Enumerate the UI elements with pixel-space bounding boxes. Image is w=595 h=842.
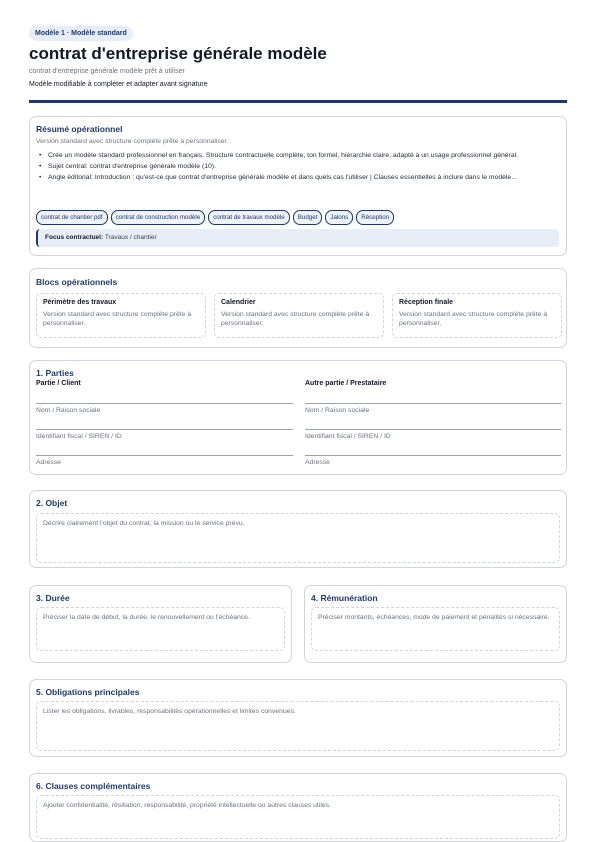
duree-field[interactable]: Préciser la date de début, la durée, le renouvellement ou l'échéance. [36, 607, 285, 651]
remuneration-title: 4. Rémunération [311, 593, 378, 603]
client-id-line[interactable] [36, 429, 293, 430]
provider-id-line[interactable] [305, 429, 561, 430]
client-heading: Partie / Client [36, 380, 81, 387]
summary-bullets [36, 151, 568, 184]
block-desc: Version standard avec structure complète prête à personnaliser. [399, 311, 548, 327]
obligations-card [29, 679, 567, 757]
block-final-reception [392, 293, 562, 338]
page-title: contrat d'entreprise générale modèle [29, 44, 327, 63]
clauses-field[interactable]: Ajouter confidentialité, résiliation, responsabilité, propriété intellectuelle ou autres clauses utiles. [36, 795, 560, 839]
block-calendar [214, 293, 384, 338]
objet-title: 2. Objet [36, 498, 68, 508]
summary-title: Résumé opérationnel [36, 124, 123, 134]
summary-intro: Version standard avec structure complète prête à personnaliser. [36, 138, 229, 145]
summary-bullet: • Crée un modèle standard professionnel en français. Structure contractuelle complète, ton formel, hiérarchie claire, adapté à un usage professionnel général. [48, 151, 568, 160]
tag-pill[interactable]: Réception [356, 210, 394, 225]
focus-callout [36, 229, 559, 247]
tag-pill[interactable]: Budget [293, 210, 323, 225]
blocks-title: Blocs opérationnels [36, 277, 118, 287]
block-desc: Version standard avec structure complète prête à personnaliser. [221, 311, 370, 327]
block-title: Périmètre des travaux [43, 299, 117, 306]
focus-value: Travaux / chantier [104, 234, 157, 241]
block-scope [36, 293, 206, 338]
block-title: Calendrier [221, 299, 256, 306]
clauses-card [29, 773, 567, 842]
tag-pill[interactable]: contrat de chantier pdf [36, 210, 108, 225]
page-tagline: Modèle modifiable à compléter et adapter avant signature [29, 81, 208, 88]
provider-address-label: Adresse [305, 459, 330, 466]
objet-field[interactable]: Décrire clairement l'objet du contrat, la mission ou le service prévu. [36, 513, 560, 563]
client-name-line[interactable] [36, 403, 293, 404]
focus-label: Focus contractuel: [45, 234, 104, 241]
provider-heading: Autre partie / Prestataire [305, 380, 387, 387]
provider-name-line[interactable] [305, 403, 561, 404]
duree-card [29, 585, 292, 663]
block-title: Réception finale [399, 299, 454, 306]
summary-bullet: • Sujet central: contrat d'entreprise générale modèle (10). [48, 162, 568, 171]
remuneration-field[interactable]: Préciser montants, échéances, mode de paiement et pénalités si nécessaire. [311, 607, 560, 651]
client-id-label: Identifiant fiscal / SIREN / ID [36, 433, 122, 440]
client-address-line[interactable] [36, 455, 293, 456]
tag-pill[interactable]: contrat de construction modèle [111, 210, 206, 225]
header-divider [29, 100, 567, 103]
duree-title: 3. Durée [36, 593, 70, 603]
parties-title: 1. Parties [36, 368, 74, 378]
summary-card [29, 116, 567, 256]
tag-list [36, 210, 394, 225]
block-desc: Version standard avec structure complète prête à personnaliser. [43, 311, 192, 327]
remuneration-card [304, 585, 567, 663]
obligations-title: 5. Obligations principales [36, 687, 140, 697]
client-address-label: Adresse [36, 459, 61, 466]
summary-bullet: • Angle éditorial: Introduction : qu'est-ce que contrat d'entreprise générale modèle et dans quels cas l'utiliser | Clauses essentielles à inclure dans le modèle... [48, 173, 568, 182]
tag-pill[interactable]: contrat de travaux modèle [208, 210, 290, 225]
obligations-field[interactable]: Lister les obligations, livrables, responsabilités opérationnelles et limites convenues. [36, 701, 560, 751]
provider-address-line[interactable] [305, 455, 561, 456]
parties-card [29, 360, 567, 475]
client-name-label: Nom / Raison sociale [36, 407, 101, 414]
clauses-title: 6. Clauses complémentaires [36, 781, 151, 791]
provider-name-label: Nom / Raison sociale [305, 407, 370, 414]
template-badge: Modèle 1 · Modèle standard [29, 26, 133, 41]
blocks-card [29, 268, 567, 348]
objet-card [29, 490, 567, 568]
page-subtitle: contrat d'entreprise générale modèle prêt à utiliser [29, 68, 185, 75]
provider-id-label: Identifiant fiscal / SIREN / ID [305, 433, 391, 440]
tag-pill[interactable]: Jalons [325, 210, 353, 225]
